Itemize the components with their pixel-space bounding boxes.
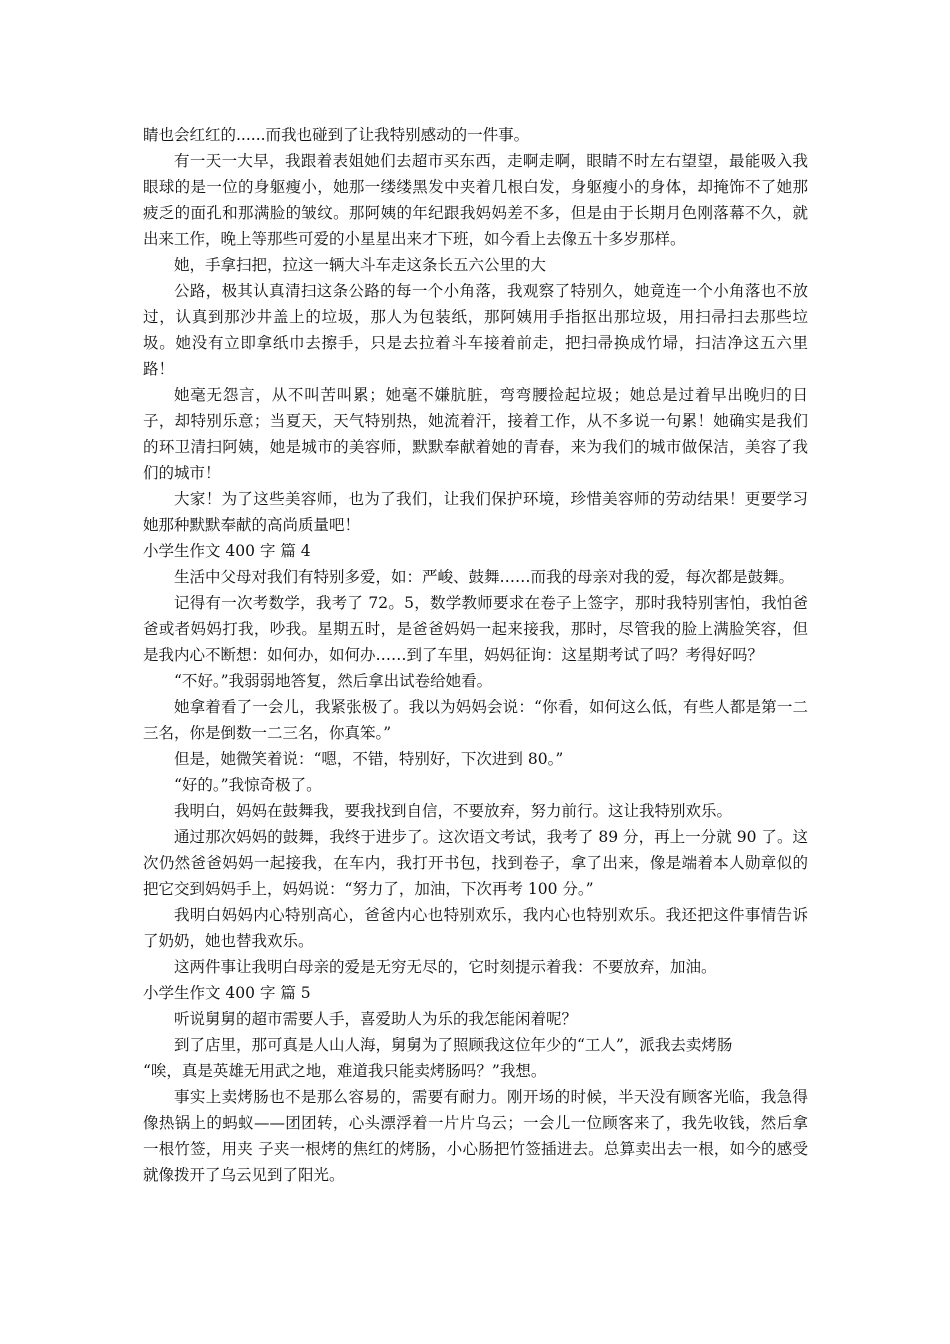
section-heading: 小学生作文 400 字 篇 5: [143, 984, 311, 1002]
paragraph: 通过那次妈妈的鼓舞，我终于进步了。这次语文考试，我考了 89 分，再上一分就 90 了。这次仍然爸爸妈妈一起接我，在车内，我打开书包，找到卷子，拿了出来，像是端着本人勋章似的把它交到妈妈手上，妈妈说：“努力了，加油，下次再考 100 分。”: [143, 828, 808, 898]
paragraph: “不好。”我弱弱地答复，然后拿出试卷给她看。: [174, 672, 493, 690]
paragraph: 她毫无怨言，从不叫苦叫累；她毫不嫌肮脏，弯弯腰捡起垃圾；她总是过着早出晚归的日子，却特别乐意；当夏天，天气特别热，她流着汗，接着工作，从不多说一句累！她确实是我们的环卫清扫阿姨，她是城市的美容师，默默奉献着她的青春，来为我们的城市做保洁，美容了我们的城市！: [143, 386, 808, 482]
paragraph: 生活中父母对我们有特别多爱，如：严峻、鼓舞……而我的母亲对我的爱，每次都是鼓舞。: [174, 568, 795, 586]
paragraph: “好的。”我惊奇极了。: [174, 776, 322, 794]
paragraph: 睛也会红红的......而我也碰到了让我特别感动的一件事。: [143, 126, 530, 144]
paragraph: 大家！为了这些美容师，也为了我们，让我们保护环境，珍惜美容师的劳动结果！更要学习她那种默默奉献的高尚质量吧！: [143, 490, 808, 534]
document-page: [143, 122, 808, 1188]
paragraph: 记得有一次考数学，我考了 72。5，数学教师要求在卷子上签字，那时我特别害怕，我怕爸爸或者妈妈打我，吵我。星期五时，是爸爸妈妈一起来接我，那时，尽管我的脸上满脸笑容，但是我内心不断想：如何办，如何办……到了车里，妈妈征询：这星期考试了吗？考得好吗？: [143, 594, 808, 664]
paragraph: 公路，极其认真清扫这条公路的每一个小角落，我观察了特别久，她竟连一个小角落也不放过，认真到那沙井盖上的垃圾，那人为包装纸，那阿姨用手指抠出那垃圾，用扫帚扫去那些垃圾。她没有立即拿纸巾去擦手，只是去拉着斗车接着前走，把扫帚换成竹埽，扫洁净这五六里路！: [143, 282, 808, 378]
paragraph: 但是，她微笑着说：“嗯，不错，特别好，下次进到 80。”: [174, 750, 564, 768]
paragraph: 事实上卖烤肠也不是那么容易的，需要有耐力。刚开场的时候，半天没有顾客光临，我急得像热锅上的蚂蚁——团团转，心头漂浮着一片片乌云；一会儿一位顾客来了，我先收钱，然后拿一根竹签，用夹 子夹一根烤的焦红的烤肠，小心肠把竹签插进去。总算卖出去一根，如今的感受就像拨开了乌云见到了阳光。: [143, 1088, 808, 1184]
paragraph: 到了店里，那可真是人山人海，舅舅为了照顾我这位年少的“工人”，派我去卖烤肠: [174, 1036, 733, 1054]
paragraph: 她拿着看了一会儿，我紧张极了。我以为妈妈会说：“你看，如何这么低，有些人都是第一二三名，你是倒数一二三名，你真笨。”: [143, 698, 808, 742]
paragraph: 有一天一大早，我跟着表姐她们去超市买东西，走啊走啊，眼睛不时左右望望，最能吸入我眼球的是一位的身躯瘦小，她那一缕缕黑发中夹着几根白发，身躯瘦小的身体，却掩饰不了她那疲乏的面孔和那满脸的皱纹。那阿姨的年纪跟我妈妈差不多，但是由于长期月色刚落幕不久，就出来工作，晚上等那些可爱的小星星出来才下班，如今看上去像五十多岁那样。: [143, 152, 808, 248]
section-heading: 小学生作文 400 字 篇 4: [143, 542, 311, 560]
paragraph: 听说舅舅的超市需要人手，喜爱助人为乐的我怎能闲着呢？: [174, 1010, 578, 1028]
paragraph: 这两件事让我明白母亲的爱是无穷无尽的，它时刻提示着我：不要放弃，加油。: [174, 958, 717, 976]
paragraph: 我明白，妈妈在鼓舞我，要我找到自信，不要放弃，努力前行。这让我特别欢乐。: [174, 802, 733, 820]
paragraph: “唉，真是英雄无用武之地，难道我只能卖烤肠吗？”我想。: [143, 1062, 547, 1080]
paragraph: 她，手拿扫把，拉这一辆大斗车走这条长五六公里的大: [174, 256, 547, 274]
paragraph: 我明白妈妈内心特别高心，爸爸内心也特别欢乐，我内心也特别欢乐。我还把这件事情告诉了奶奶，她也替我欢乐。: [143, 906, 808, 950]
